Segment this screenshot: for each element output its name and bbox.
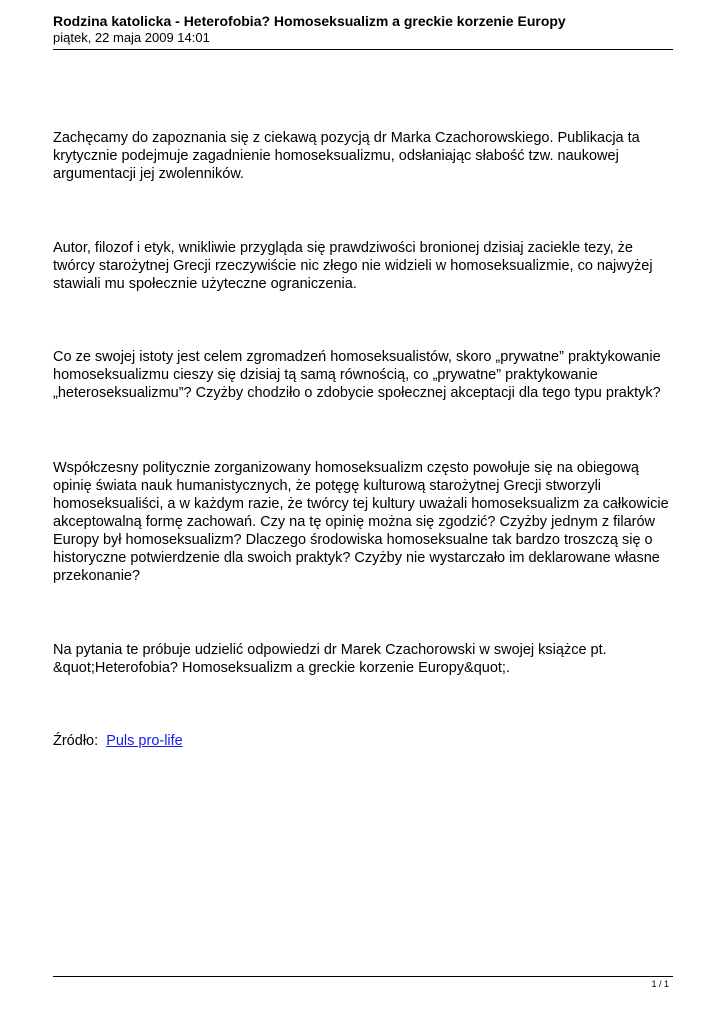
paragraph-line: historyczne potwierdzenie dla swoich praktyk? Czyżby nie wystarczało im deklarowane własne — [53, 550, 660, 566]
paragraph-2 — [53, 239, 683, 293]
paragraph-3 — [53, 348, 683, 402]
paragraph-line: Zachęcamy do zapoznania się z ciekawą pozycją dr Marka Czachorowskiego. Publikacja ta — [53, 130, 640, 146]
footer-divider — [53, 976, 673, 977]
page-number: 1 / 1 — [651, 979, 669, 989]
paragraph-4 — [53, 459, 683, 585]
paragraph-line: przekonanie? — [53, 568, 141, 584]
paragraph-line: Współczesny politycznie zorganizowany homoseksualizm często powołuje się na obiegową — [53, 460, 639, 476]
paragraph-line: homoseksualiści, a w każdym razie, że twórcy tej kultury uważali homoseksualizm za całkowicie — [53, 496, 669, 512]
paragraph-line: krytycznie podejmuje zagadnienie homoseksualizmu, odsłaniając słabość tzw. naukowej — [53, 148, 619, 164]
source-line — [53, 732, 683, 750]
paragraph-line: twórcy starożytnej Grecji rzeczywiście nic złego nie widzieli w homoseksualizmie, co najwyżej — [53, 258, 653, 274]
page-title: Rodzina katolicka - Heterofobia? Homoseksualizm a greckie korzenie Europy — [53, 13, 566, 29]
paragraph-line: argumentacji jej zwolenników. — [53, 166, 245, 182]
source-label: Źródło: — [53, 733, 107, 749]
paragraph-line: Europy był homoseksualizm? Dlaczego środowiska homoseksualne tak bardzo troszczą się o — [53, 532, 653, 548]
paragraph-line: Na pytania te próbuje udzielić odpowiedzi dr Marek Czachorowski w swojej książce pt. — [53, 642, 607, 658]
paragraph-5 — [53, 641, 683, 677]
paragraph-line: opinię świata nauk humanistycznych, że potęgę kulturową starożytnej Grecji stworzyli — [53, 478, 602, 494]
paragraph-line: Autor, filozof i etyk, wnikliwie przygląda się prawdziwości bronionej dzisiaj zaciekle tezy, że — [53, 240, 633, 256]
paragraph-line: stawiali mu społecznie użyteczne ograniczenia. — [53, 276, 357, 292]
header-divider — [53, 49, 673, 50]
publish-date: piątek, 22 maja 2009 14:01 — [53, 30, 210, 45]
paragraph-1 — [53, 129, 683, 183]
source-link[interactable]: Puls pro-life — [106, 733, 183, 749]
paragraph-line: Co ze swojej istoty jest celem zgromadzeń homoseksualistów, skoro „prywatne” praktykowanie — [53, 349, 661, 365]
paragraph-line: akceptowalną formę zachowań. Czy na tę opinię można się zgodzić? Czyżby jednym z filarów — [53, 514, 656, 530]
paragraph-line: &quot;Heterofobia? Homoseksualizm a greckie korzenie Europy&quot;. — [53, 660, 510, 676]
paragraph-line: „heteroseksualizmu”? Czyżby chodziło o zdobycie społecznej akceptacji dla tego typu praktyk? — [53, 385, 661, 401]
paragraph-line: homoseksualizmu cieszy się dzisiaj tą samą równością, co „prywatne” praktykowanie — [53, 367, 598, 383]
page-header — [53, 13, 673, 46]
